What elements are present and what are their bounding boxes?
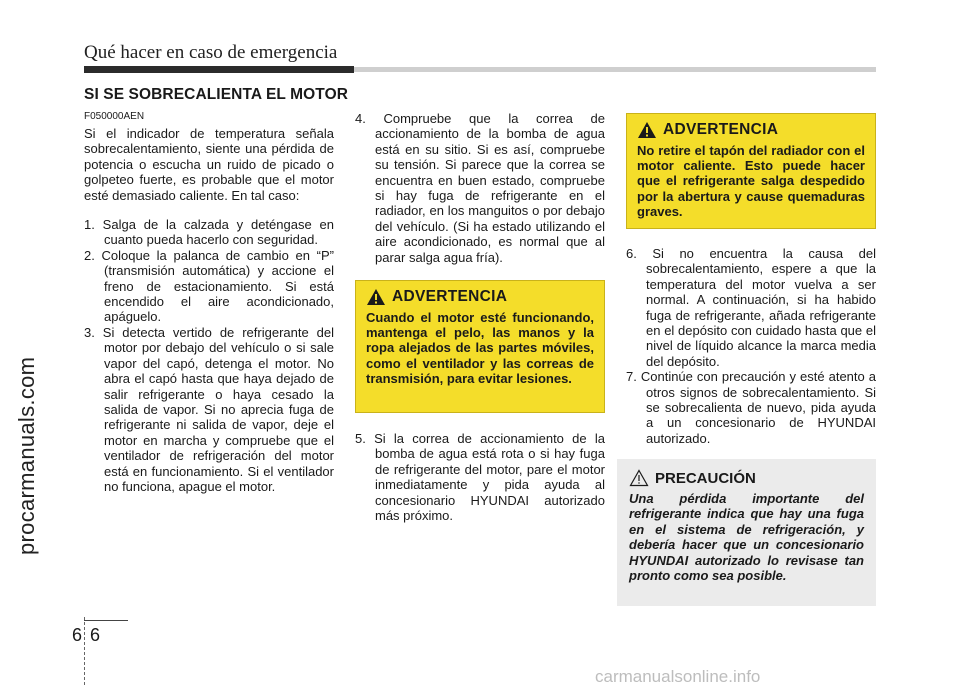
side-watermark: procarmanuals.com xyxy=(14,356,39,555)
caution-box xyxy=(617,459,876,606)
middle-column xyxy=(355,111,605,265)
warning-text: Cuando el motor esté funcionando, mantenga el pelo, las manos y la ropa alejados de las partes móviles, como el ventilador y las correas de transmisión, para evitar lesiones. xyxy=(366,310,594,386)
chapter-title: Qué hacer en caso de emergencia xyxy=(84,42,338,63)
warning-title: ADVERTENCIA xyxy=(663,121,779,138)
caution-text: Una pérdida importante del refrigerante indica que hay una fuga en el sistema de refrigeración, y debería hacer que un concesionario HYUNDAI autorizado lo revisase tan pronto como sea posible. xyxy=(629,491,864,584)
footer-rule xyxy=(84,620,128,621)
warning-box-engine-running xyxy=(355,280,605,413)
warning-text: No retire el tapón del radiador con el motor caliente. Esto puede hacer que el refrigerante salga despedido por la abertura y cause quemaduras graves. xyxy=(637,143,865,219)
list-item: 5. Si la correa de accionamiento de la bomba de agua está rota o si hay fuga de refrigerante del motor, pare el motor inmediatamente y pida ayuda al concesionario HYUNDAI autorizado más próximo. xyxy=(355,431,605,524)
warning-triangle-icon xyxy=(637,121,657,139)
bottom-watermark: carmanualsonline.info xyxy=(595,667,761,686)
header-rule-accent xyxy=(84,66,354,73)
warning-title: ADVERTENCIA xyxy=(392,288,508,305)
section-title: SI SE SOBRECALIENTA EL MOTOR xyxy=(84,86,349,103)
list-item: 3. Si detecta vertido de refrigerante del motor por debajo del vehículo o si sale vapor del capó, detenga el motor. No abra el capó hasta que haya dejado de salir refrigerante o haya cesado la salida de vapor. Si no aprecia fuga de refrigerante ni salida de vapor, deje el motor en marcha y compruebe que el ventilador de refrigeración del motor está en funcionamiento. Si el ventilador no funciona, apague el motor. xyxy=(84,324,334,494)
left-column xyxy=(84,111,334,494)
page-number: 6 xyxy=(90,625,101,645)
list-item: 4. Compruebe que la correa de accionamiento de la bomba de agua está en su sitio. Si es así, compruebe su tensión. Si parece que la correa se encuentra en buen estado, compruebe si hay fuga de refrigerante en el radiador, en los manguitos o por debajo del vehículo. (Si ha estado utilizando el aire acondicionado, es normal que al parar salga agua fría). xyxy=(355,111,605,265)
footer-divider xyxy=(84,617,85,685)
list-item: 1. Salga de la calzada y deténgase en cuanto pueda hacerlo con seguridad. xyxy=(84,217,334,248)
middle-column-lower xyxy=(355,431,605,523)
caution-triangle-icon xyxy=(629,469,649,487)
chapter-number: 6 xyxy=(72,625,83,645)
caution-title: PRECAUCIÓN xyxy=(655,469,756,487)
intro-paragraph: Si el indicador de temperatura señala sobrecalentamiento, siente una pérdida de potencia o escucha un ruido de picado o golpeteo fuerte, es probable que el motor esté demasiado caliente. En tal caso: xyxy=(84,126,334,203)
warning-triangle-icon xyxy=(366,288,386,306)
list-item: 7. Continúe con precaución y esté atento a otros signos de sobrecalentamiento. Si se sobrecalienta de nuevo, pida ayuda a un concesionario de HYUNDAI autorizado. xyxy=(626,369,876,446)
list-item: 6. Si no encuentra la causa del sobrecalentamiento, espere a que la temperatura del motor vuelva a ser normal. A continuación, si ha habido fuga de refrigerante, añada refrigerante en el depósito con cuidado hasta que el nivel de líquido alcance la marca media del depósito. xyxy=(626,246,876,369)
list-item: 2. Coloque la palanca de cambio en “P” (transmisión automática) y accione el freno de estacionamiento. Si está encendido el aire acondicionado, apáguelo. xyxy=(84,247,334,325)
section-code: F050000AEN xyxy=(84,111,145,122)
right-column xyxy=(626,246,876,446)
warning-box-radiator-cap xyxy=(626,113,876,229)
